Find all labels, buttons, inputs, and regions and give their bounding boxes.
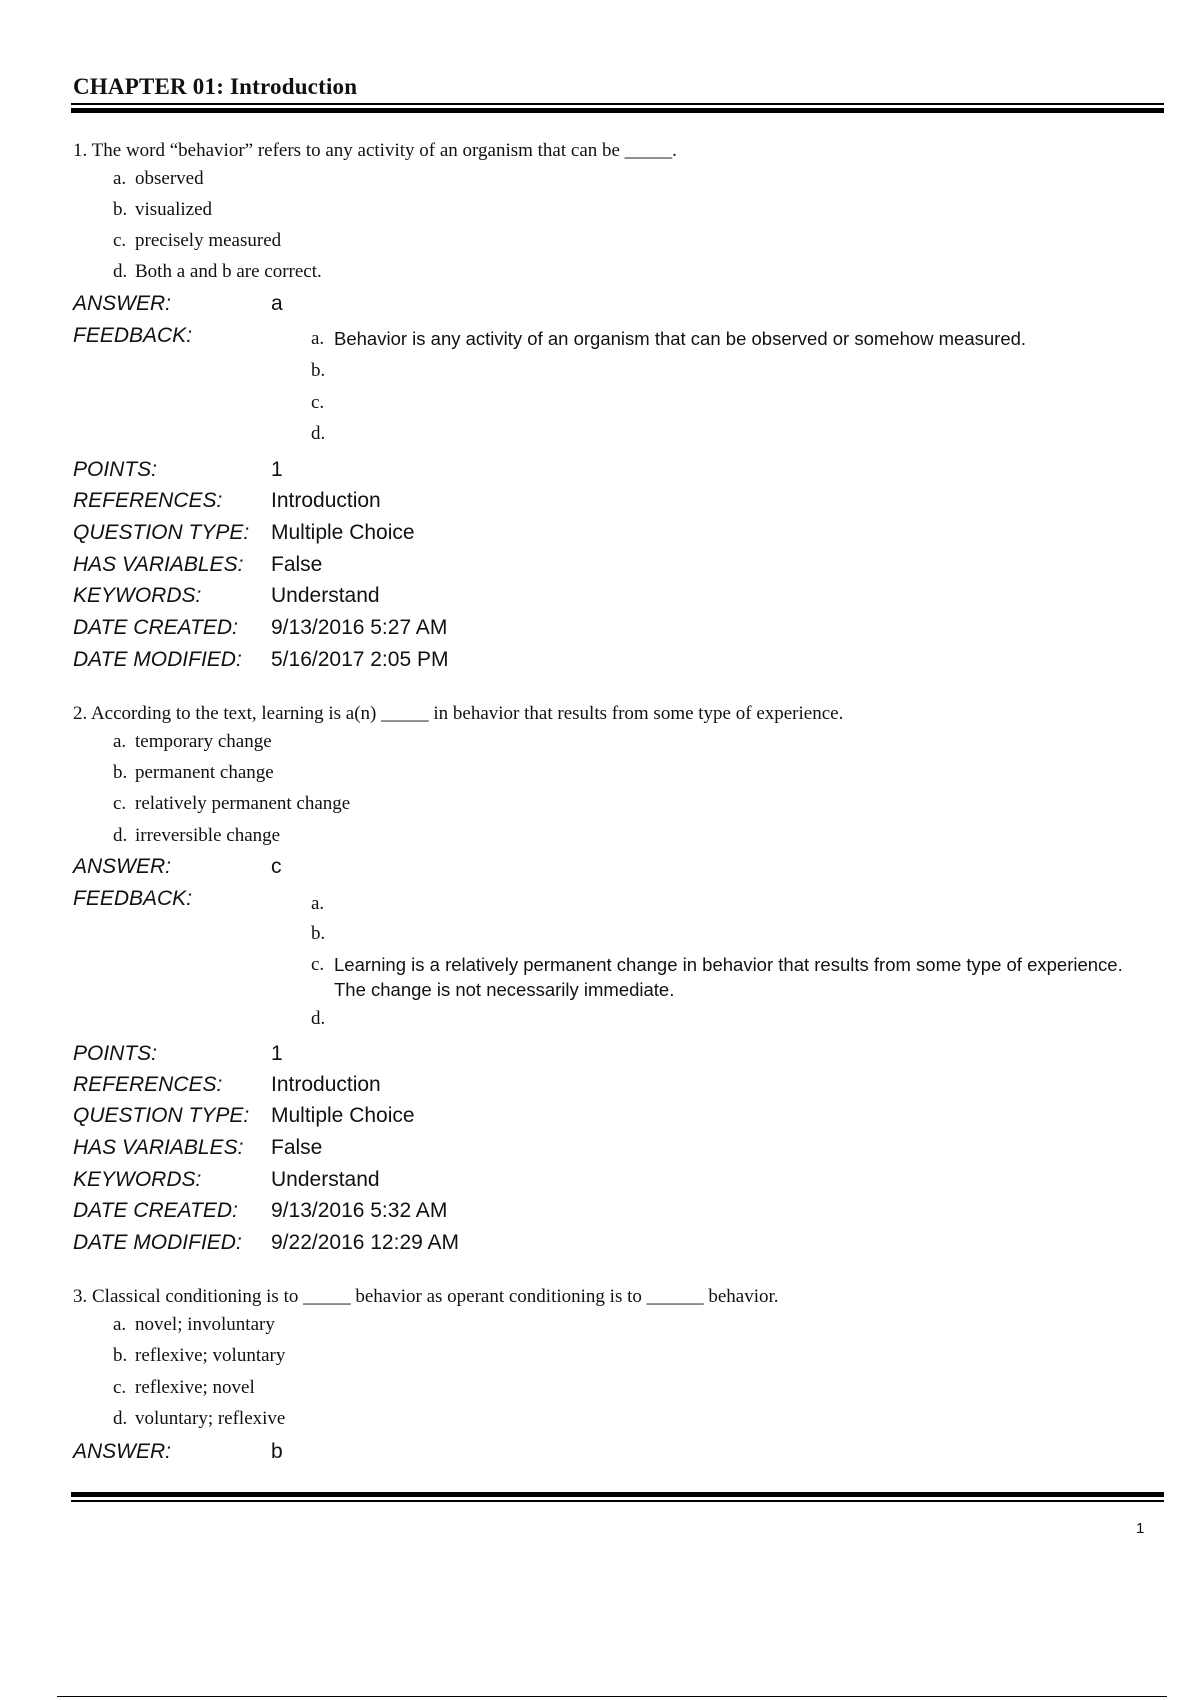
question-2-feedback-b-letter: b.	[311, 923, 326, 944]
question-1-answer-label: ANSWER:	[73, 292, 172, 315]
question-2-question-type-value: Multiple Choice	[271, 1104, 415, 1127]
question-2-keywords-value: Understand	[271, 1168, 380, 1191]
question-3-option-a: a. novel; involuntary	[113, 1314, 275, 1335]
question-2-feedback-c-text: Learning is a relatively permanent change in behavior that results from some type of experience. The change is not necessarily immediate.	[334, 954, 1123, 1000]
question-2-answer-label: ANSWER:	[73, 855, 172, 878]
question-2-feedback-label: FEEDBACK:	[73, 887, 193, 910]
question-1-date-modified-value: 5/16/2017 2:05 PM	[271, 648, 449, 671]
page-number: 1	[1136, 1520, 1145, 1537]
question-2-date-modified-label: DATE MODIFIED:	[73, 1231, 242, 1254]
question-1-option-d: d. Both a and b are correct.	[113, 261, 322, 282]
question-1-has-variables-label: HAS VARIABLES:	[73, 553, 244, 576]
question-1-points-label: POINTS:	[73, 458, 158, 481]
question-1-question-type-label: QUESTION TYPE:	[73, 521, 250, 544]
question-2-option-a: a. temporary change	[113, 731, 272, 752]
question-2-option-d: d. irreversible change	[113, 825, 281, 846]
question-1-feedback-a-letter: a.	[311, 328, 325, 349]
question-1-points-value: 1	[271, 458, 283, 481]
footer-rule-bottom	[71, 1500, 1164, 1502]
question-2-has-variables-value: False	[271, 1136, 323, 1159]
question-2-stem: 2. According to the text, learning is a(n) _____ in behavior that results from some type of experience.	[73, 703, 844, 724]
question-1-question-type-value: Multiple Choice	[271, 521, 415, 544]
question-1-feedback-c-letter: c.	[311, 392, 325, 413]
footer-rule-top	[71, 1492, 1164, 1497]
question-1-answer-value: a	[271, 292, 283, 315]
question-1-option-a: a. observed	[113, 168, 204, 189]
question-3-stem: 3. Classical conditioning is to _____ behavior as operant conditioning is to ______ behavior.	[73, 1286, 779, 1307]
question-1-date-created-label: DATE CREATED:	[73, 616, 238, 639]
chapter-title: CHAPTER 01: Introduction	[73, 74, 358, 99]
question-3-answer-value: b	[271, 1440, 283, 1463]
question-1-references-label: REFERENCES:	[73, 489, 223, 512]
question-1-feedback-label: FEEDBACK:	[73, 324, 193, 347]
question-1-references-value: Introduction	[271, 489, 381, 512]
question-1-keywords-label: KEYWORDS:	[73, 584, 202, 607]
question-1-keywords-value: Understand	[271, 584, 380, 607]
question-2-feedback-d-letter: d.	[311, 1008, 326, 1029]
question-2-points-label: POINTS:	[73, 1042, 158, 1065]
question-2-date-created-label: DATE CREATED:	[73, 1199, 238, 1222]
question-3-option-b: b. reflexive; voluntary	[113, 1345, 286, 1366]
question-2-has-variables-label: HAS VARIABLES:	[73, 1136, 244, 1159]
question-2-references-value: Introduction	[271, 1073, 381, 1096]
question-1-date-modified-label: DATE MODIFIED:	[73, 648, 242, 671]
question-2-feedback-c-letter: c.	[311, 954, 325, 975]
question-1-feedback-b-letter: b.	[311, 360, 326, 381]
question-2-keywords-label: KEYWORDS:	[73, 1168, 202, 1191]
page-bottom-edge	[57, 1696, 1167, 1697]
question-3-answer-label: ANSWER:	[73, 1440, 172, 1463]
question-2-answer-value: c	[271, 855, 282, 878]
question-1-option-b: b. visualized	[113, 199, 213, 220]
question-2-references-label: REFERENCES:	[73, 1073, 223, 1096]
question-1-date-created-value: 9/13/2016 5:27 AM	[271, 616, 448, 639]
question-1-has-variables-value: False	[271, 553, 323, 576]
question-3-option-d: d. voluntary; reflexive	[113, 1408, 286, 1429]
question-2-option-c: c. relatively permanent change	[113, 793, 351, 814]
question-1-option-c: c. precisely measured	[113, 230, 282, 251]
header-rule-bottom	[71, 108, 1164, 113]
header-rule-top	[71, 103, 1164, 105]
question-3-option-c: c. reflexive; novel	[113, 1377, 255, 1398]
question-2-date-created-value: 9/13/2016 5:32 AM	[271, 1199, 448, 1222]
question-2-date-modified-value: 9/22/2016 12:29 AM	[271, 1231, 459, 1254]
question-1-feedback-d-letter: d.	[311, 423, 326, 444]
question-2-question-type-label: QUESTION TYPE:	[73, 1104, 250, 1127]
question-1-stem: 1. The word “behavior” refers to any activity of an organism that can be _____.	[73, 140, 677, 161]
question-2-feedback-a-letter: a.	[311, 893, 325, 914]
question-2-points-value: 1	[271, 1042, 283, 1065]
question-2-option-b: b. permanent change	[113, 762, 274, 783]
question-1-feedback-a-text: Behavior is any activity of an organism that can be observed or somehow measured.	[334, 328, 1027, 349]
